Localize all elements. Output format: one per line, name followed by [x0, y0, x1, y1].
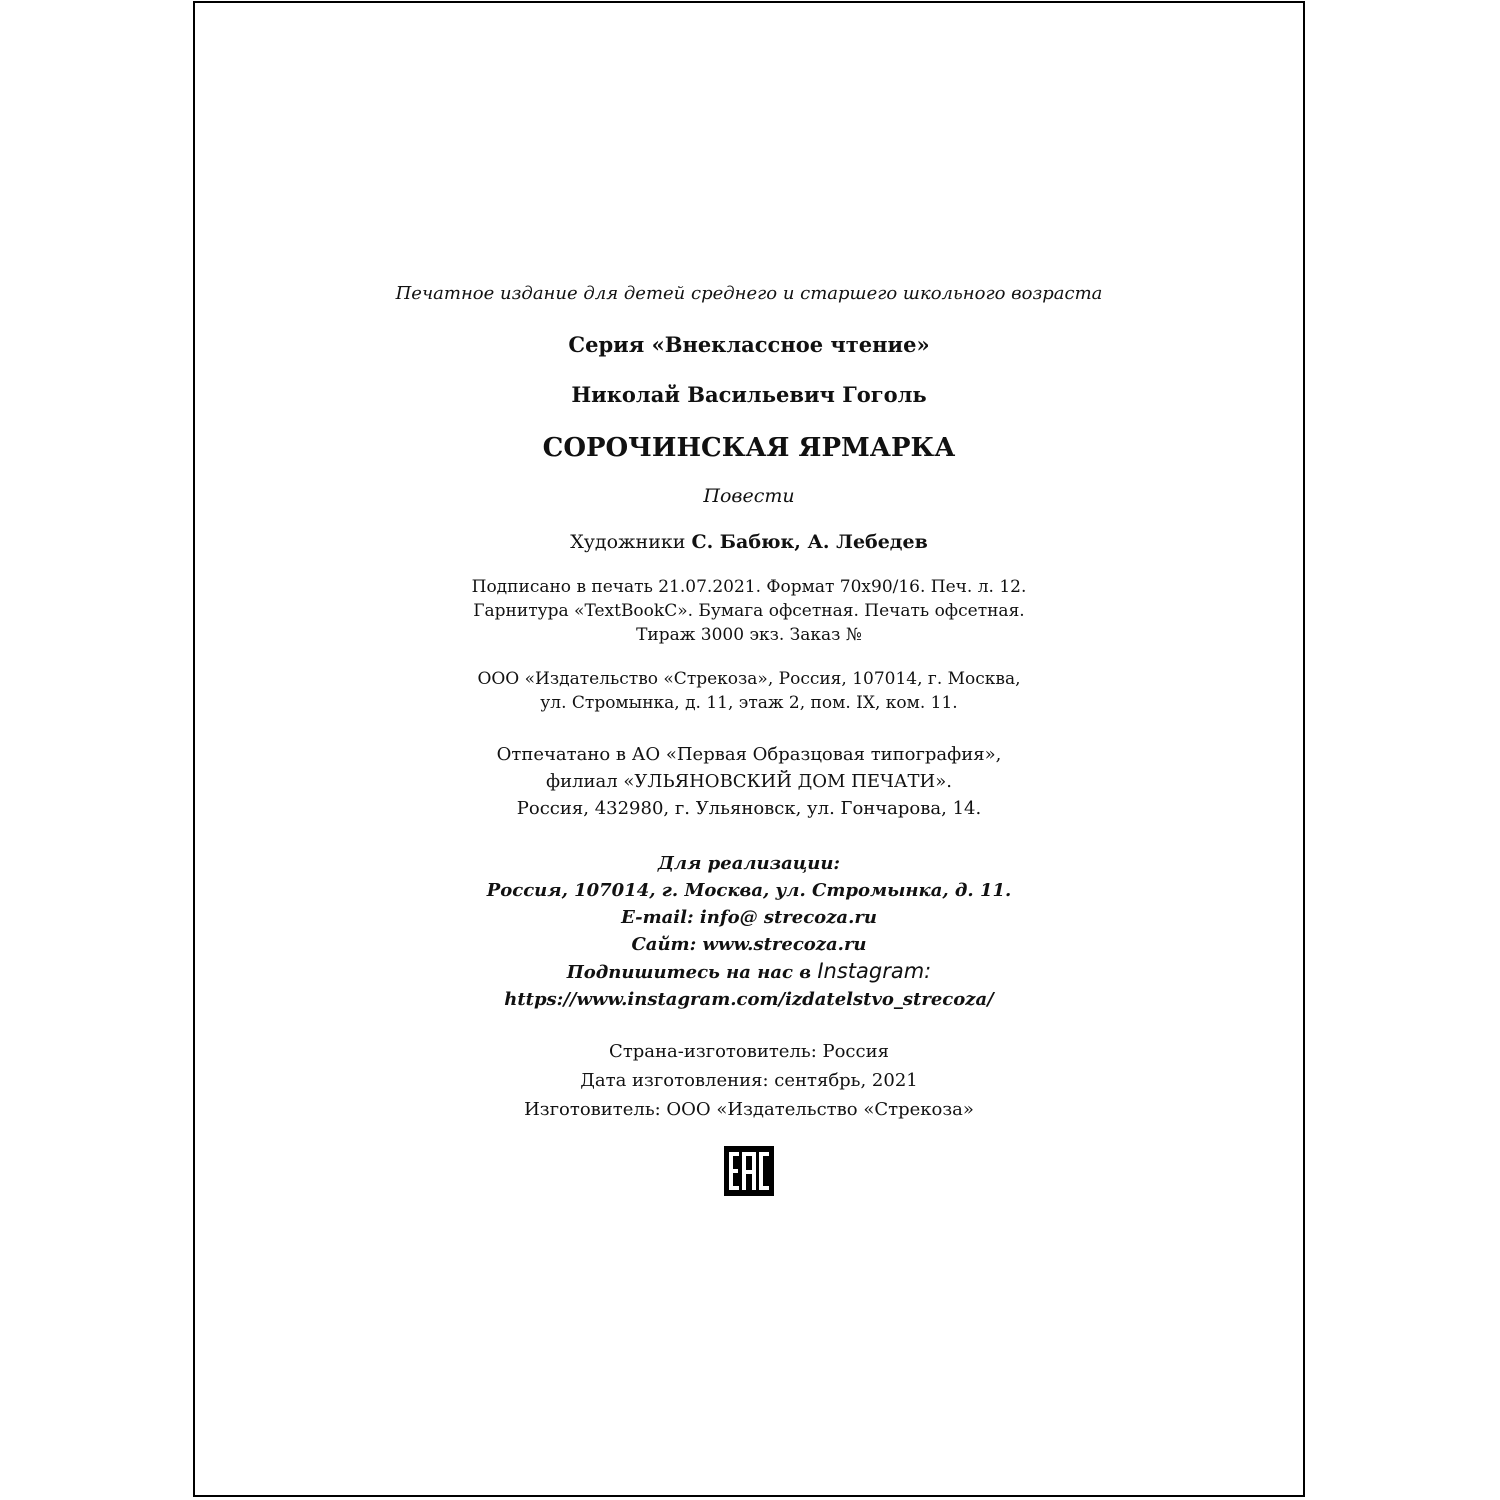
book-title: СОРОЧИНСКАЯ ЯРМАРКА: [542, 433, 956, 463]
instagram-word: Instagram:: [817, 959, 932, 983]
publisher-address: [195, 667, 1303, 715]
artists-label: Художники: [570, 531, 686, 553]
printing-house-line: Россия, 432980, г. Ульяновск, ул. Гончарова, 14.: [516, 798, 982, 819]
sales-site: Сайт: www.strecoza.ru: [631, 934, 867, 955]
subscribe-prefix: Подпишитесь на нас в: [566, 962, 812, 983]
imprint-content: [195, 281, 1303, 1196]
sales-heading: Для реализации:: [657, 853, 841, 874]
print-spec-line: Тираж 3000 экз. Заказ №: [636, 625, 862, 645]
instagram-url: https://www.instagram.com/izdatelstvo_strecoza/: [504, 989, 994, 1010]
eac-mark-icon: [724, 1146, 774, 1196]
publisher-address-line: ООО «Издательство «Стрекоза», Россия, 107014, г. Москва,: [477, 669, 1021, 689]
manufacturer-name: Изготовитель: ООО «Издательство «Стрекоза»: [524, 1099, 974, 1120]
subscribe-line: [195, 958, 1303, 986]
publisher-address-line: ул. Стромынка, д. 11, этаж 2, пом. IX, ком. 11.: [540, 693, 958, 713]
print-spec-line: Гарнитура «TextBookC». Бумага офсетная. Печать офсетная.: [473, 601, 1025, 621]
genre: Повести: [703, 485, 795, 507]
sales-info: [195, 850, 1303, 1013]
manufacturer-country: Страна-изготовитель: Россия: [609, 1041, 889, 1062]
sales-address: Россия, 107014, г. Москва, ул. Стромынка, д. 11.: [486, 880, 1012, 901]
sales-email: E-mail: info@ strecoza.ru: [621, 907, 877, 928]
artists-credit: [195, 529, 1303, 555]
manufacturer-date: Дата изготовления: сентябрь, 2021: [580, 1070, 918, 1091]
printing-house-line: Отпечатано в АО «Первая Образцовая типография»,: [496, 744, 1002, 765]
manufacturer-info: [195, 1037, 1303, 1124]
print-specs: [195, 575, 1303, 647]
imprint-page: [193, 1, 1305, 1497]
author-name: Николай Васильевич Гоголь: [571, 382, 927, 407]
print-spec-line: Подписано в печать 21.07.2021. Формат 70х90/16. Печ. л. 12.: [471, 577, 1027, 597]
printing-house-line: филиал «УЛЬЯНОВСКИЙ ДОМ ПЕЧАТИ».: [546, 771, 952, 792]
audience-note: Печатное издание для детей среднего и старшего школьного возраста: [395, 283, 1103, 304]
printing-house: [195, 741, 1303, 822]
artists-names: С. Бабюк, А. Лебедев: [691, 531, 928, 553]
series-name: Серия «Внеклассное чтение»: [568, 332, 930, 357]
